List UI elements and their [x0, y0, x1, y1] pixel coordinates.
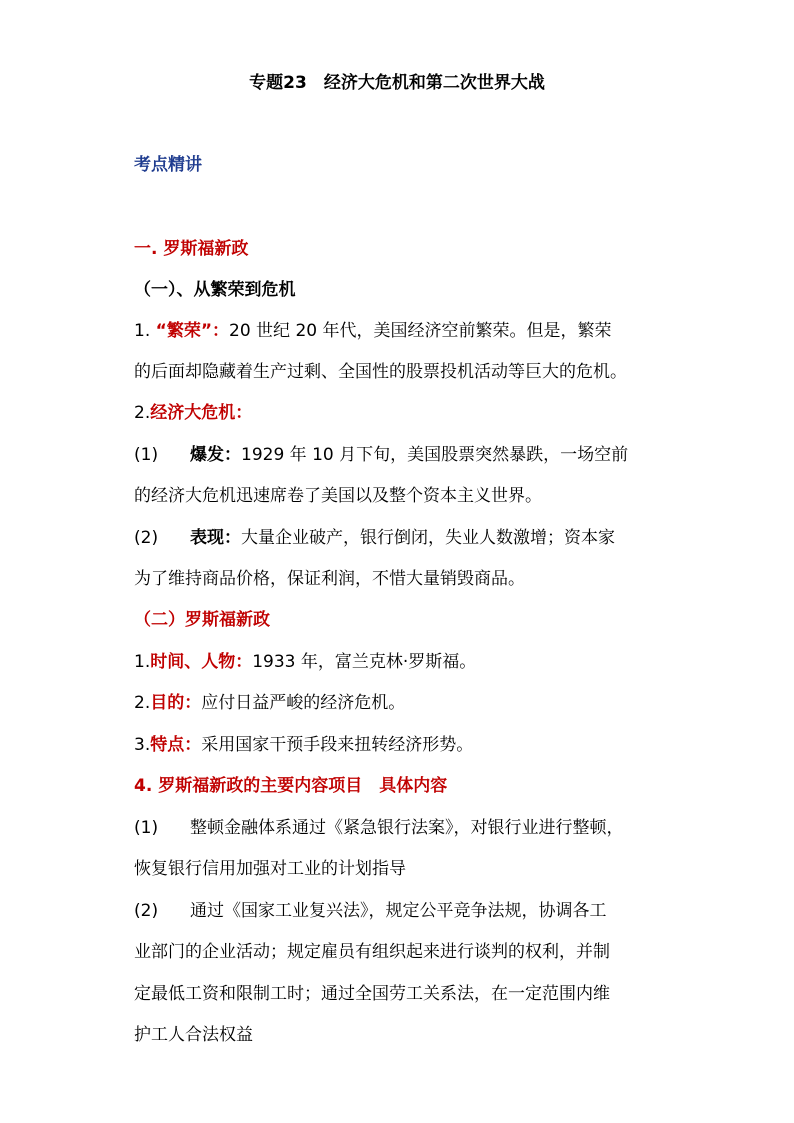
item-time-person: [134, 649, 476, 675]
point-number: (2): [134, 528, 159, 548]
point-manifestation-continued: 为了维持商品价格，保证利润，不惜大量销毁商品。: [134, 569, 525, 589]
item-text-feature: 采用国家干预手段来扭转经济形势。: [201, 735, 474, 755]
point-number: (1): [134, 818, 159, 838]
content-text-finance: 整顿金融体系通过《紧急银行法案》，对银行业进行整顿，: [190, 818, 624, 838]
item-label-economic-crisis: 经济大危机：: [150, 403, 253, 423]
point-number: (1): [134, 445, 159, 465]
content-industry-line4: 护工人合法权益: [134, 1025, 253, 1045]
item-label-prosperity: “繁荣”：: [155, 321, 229, 341]
item-text-time-person: 1933 年，富兰克林·罗斯福。: [252, 652, 477, 672]
content-text-industry: 通过《国家工业复兴法》，规定公平竞争法规，协调各工: [190, 901, 607, 921]
item-feature: [134, 732, 473, 758]
item-label-purpose: 目的：: [150, 693, 202, 713]
point-text-manifestation: 大量企业破产，银行倒闭，失业人数激增；资本家: [241, 528, 615, 548]
content-industry-line3: 定最低工资和限制工时；通过全国劳工关系法，在一定范围内维: [134, 984, 610, 1004]
content-industry: [134, 898, 607, 924]
point-label-manifestation: 表现：: [190, 528, 241, 548]
content-finance: [134, 815, 624, 841]
item-purpose: [134, 690, 405, 716]
item-label-feature: 特点：: [150, 735, 202, 755]
item-label-time-person: 时间、人物：: [150, 652, 253, 672]
content-industry-line2: 业部门的企业活动；规定雇员有组织起来进行谈判的权利，并制: [134, 942, 610, 962]
item-number: 1.: [134, 652, 151, 672]
item-main-content-heading: 4. 罗斯福新政的主要内容项目 具体内容: [134, 776, 448, 796]
section-label: 考点精讲: [134, 155, 202, 175]
subheading-prosperity-to-crisis: （一）、从繁荣到危机: [134, 280, 296, 300]
section-heading-roosevelt-new-deal: 一. 罗斯福新政: [134, 239, 249, 259]
item-prosperity: [134, 318, 611, 344]
page-title: 专题23 经济大危机和第二次世界大战: [249, 73, 545, 93]
point-outbreak-continued: 的经济大危机迅速席卷了美国以及整个资本主义世界。: [134, 486, 542, 506]
item-number: 3.: [134, 735, 151, 755]
subheading-roosevelt-new-deal: （二）罗斯福新政: [134, 610, 270, 630]
content-finance-continued: 恢复银行信用加强对工业的计划指导: [134, 859, 406, 879]
item-prosperity-continued: 的后面却隐藏着生产过剩、全国性的股票投机活动等巨大的危机。: [134, 362, 627, 382]
item-number: 1.: [134, 321, 151, 341]
item-text-prosperity: 20 世纪 20 年代，美国经济空前繁荣。但是，繁荣: [229, 321, 612, 341]
point-text-outbreak: 1929 年 10 月下旬，美国股票突然暴跌，一场空前: [241, 445, 629, 465]
item-number: 2.: [134, 693, 151, 713]
item-number: 2.: [134, 403, 151, 423]
point-outbreak: [134, 442, 628, 468]
point-label-outbreak: 爆发：: [190, 445, 241, 465]
point-manifestation: [134, 525, 615, 551]
item-text-purpose: 应付日益严峻的经济危机。: [201, 693, 406, 713]
point-number: (2): [134, 901, 159, 921]
item-economic-crisis: [134, 400, 252, 426]
